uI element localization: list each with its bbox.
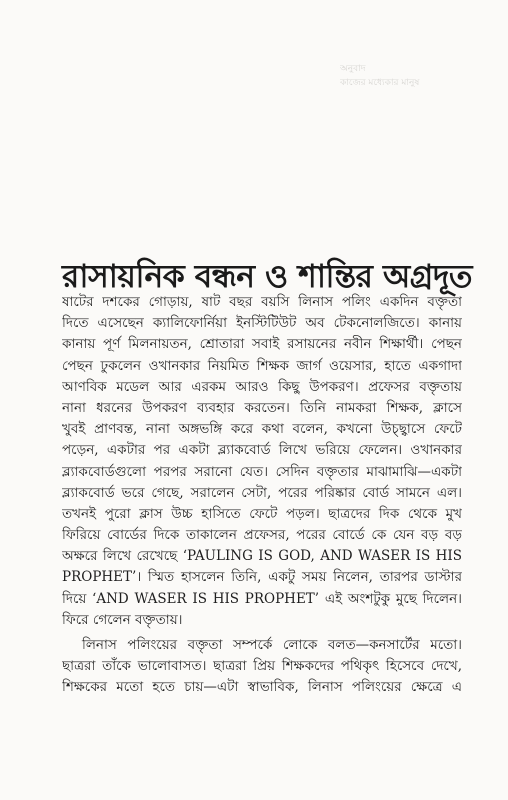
chapter-body	[62, 292, 462, 699]
bleed-through-text	[340, 62, 470, 90]
paragraph-1	[62, 292, 462, 631]
text-line: ব্ল্যাকবোর্ডগুলো পরপর সরানো যেত। সেদিন বক্তৃতার মাঝামাঝি—একটা	[62, 463, 462, 480]
text-line: খুবই প্রাণবন্ত, নানা অঙ্গভঙ্গি করে কথা বলেন, কখনো উচ্ছ্বাসে ফেটে	[62, 421, 462, 438]
text-line: দিতে এসেছেন ক্যালিফোর্নিয়া ইনস্টিটিউট অব টেকনোলজিতে। কানায়	[62, 315, 462, 332]
bleed-line: অনুবাদ	[340, 64, 366, 74]
text-line: নানা ধরনের উপকরণ ব্যবহার করতেন। তিনি নামকরা শিক্ষক, ক্লাসে	[62, 399, 462, 416]
chapter-title: রাসায়নিক বন্ধন ও শান্তির অগ্রদূত	[62, 258, 473, 296]
text-line: কানায় পূর্ণ মিলনায়তন, শ্রোতারা সবাই রসায়নের নবীন শিক্ষার্থী। পেছন	[62, 336, 462, 353]
text-line: ফিরিয়ে বোর্ডের দিকে তাকালেন প্রফেসর, পরের বোর্ডে কে যেন বড় বড়	[62, 527, 462, 544]
text-line: পেছন ঢুকলেন ওখানকার নিয়মিত শিক্ষক জার্গ ওয়েসার, হাতে একগাদা	[62, 357, 462, 374]
text-line: অক্ষরে লিখে রেখেছে ‘PAULING IS GOD, AND WASER IS HIS	[62, 548, 462, 565]
text-line: তখনই পুরো ক্লাস উচ্চ হাসিতে ফেটে পড়ল। ছাত্রদের দিক থেকে মুখ	[62, 505, 462, 522]
text-line: ষাটের দশকের গোড়ায়, ষাট বছর বয়সি লিনাস পলিং একদিন বক্তৃতা	[62, 294, 462, 310]
text-line: পড়েন, একটার পর একটা ব্ল্যাকবোর্ড লিখে ভরিয়ে ফেলেন। ওখানকার	[62, 442, 462, 459]
text-line: লিনাস পলিংয়ের বক্তৃতা সম্পর্কে লোকে বলত—কনসার্টের মতো।	[82, 637, 462, 653]
text-line: ব্ল্যাকবোর্ড ভরে গেছে, সরালেন সেটা, পরের পরিষ্কার বোর্ড সামনে এল।	[62, 484, 462, 501]
text-line: PROPHET’। স্মিত হাসলেন তিনি, একটু সময় নিলেন, তারপর ডাস্টার	[62, 569, 462, 586]
text-line: শিক্ষকের মতো হতে চায়—এটা স্বাভাবিক, লিনাস পলিংয়ের ক্ষেত্রে এ	[62, 679, 462, 696]
text-line: আণবিক মডেল আর এরকম আরও কিছু উপকরণ। প্রফেসর বক্তৃতায়	[62, 378, 462, 395]
paragraph-2	[62, 635, 462, 699]
text-line: ছাত্ররা তাঁকে ভালোবাসত। ছাত্ররা প্রিয় শিক্ষকদের পথিকৃৎ হিসেবে দেখে,	[62, 658, 462, 675]
bleed-line: কাজের মধ্যেকার মানুষ	[340, 78, 420, 88]
text-line: দিয়ে ‘AND WASER IS HIS PROPHET’ এই অংশটুকু মুছে দিলেন।	[62, 590, 462, 607]
text-line: ফিরে গেলেন বক্তৃতায়।	[62, 611, 183, 628]
